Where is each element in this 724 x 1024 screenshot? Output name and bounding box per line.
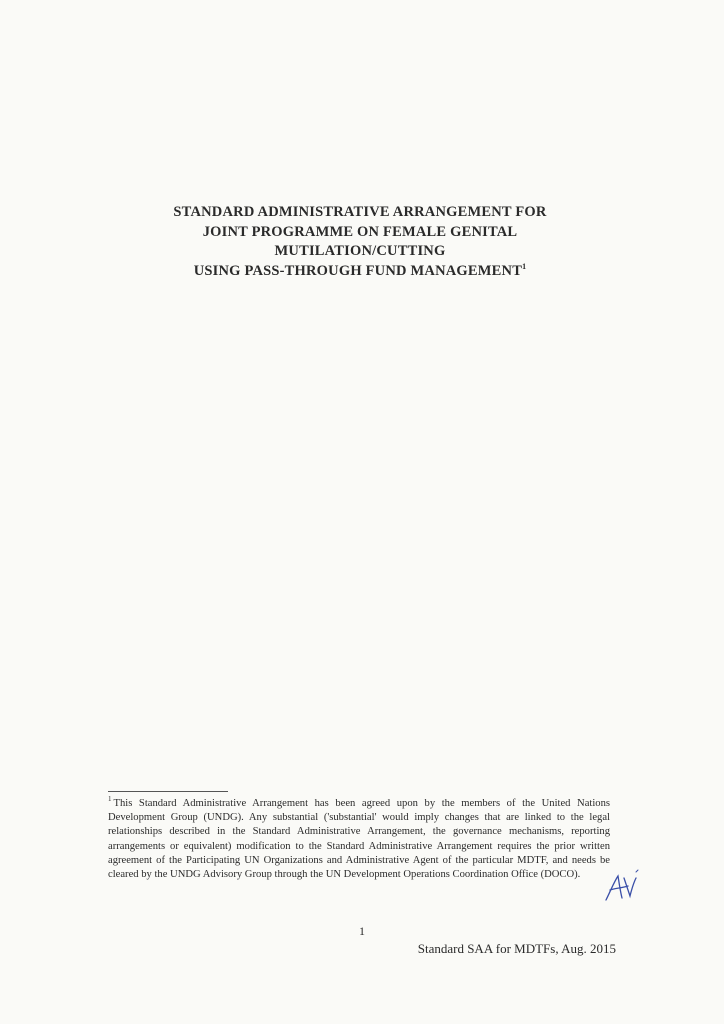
title-line-3: MUTILATION/CUTTING — [274, 243, 446, 259]
document-title — [100, 203, 620, 281]
footnote-marker: 1 — [108, 795, 112, 804]
title-line-2: JOINT PROGRAMME ON FEMALE GENITAL — [202, 223, 518, 240]
footer-text: Standard SAA for MDTFs, Aug. 2015 — [417, 941, 616, 956]
title-footnote-reference: 1 — [522, 261, 527, 271]
title-line-4-text: USING PASS-THROUGH FUND MANAGEMENT — [193, 262, 523, 279]
title-line-4 — [100, 262, 620, 282]
footnote-separator — [108, 791, 228, 792]
title-line-1: STANDARD ADMINISTRATIVE ARRANGEMENT FOR — [173, 204, 547, 220]
page-number: 1 — [359, 924, 365, 938]
footnote — [108, 797, 610, 882]
footnote-text: This Standard Administrative Arrangement has been agreed upon by the members of the United Nations Development Group (UNDG). Any substantial ('substantial' would imply changes that are linked to the legal relationships described in the Standard Administrative Arrangement, the governance mechanisms, reporting arrangements or equivalent) modification to the Standard Administrative Arrangement requires the prior written agreement of the Participating UN Organizations and Administrative Agent of the particular MDTF, and needs be cleared by the UNDG Advisory Group through the UN Development Operations Coordination Office (DOCO). — [108, 798, 610, 881]
handwritten-initials-mark — [600, 868, 640, 908]
